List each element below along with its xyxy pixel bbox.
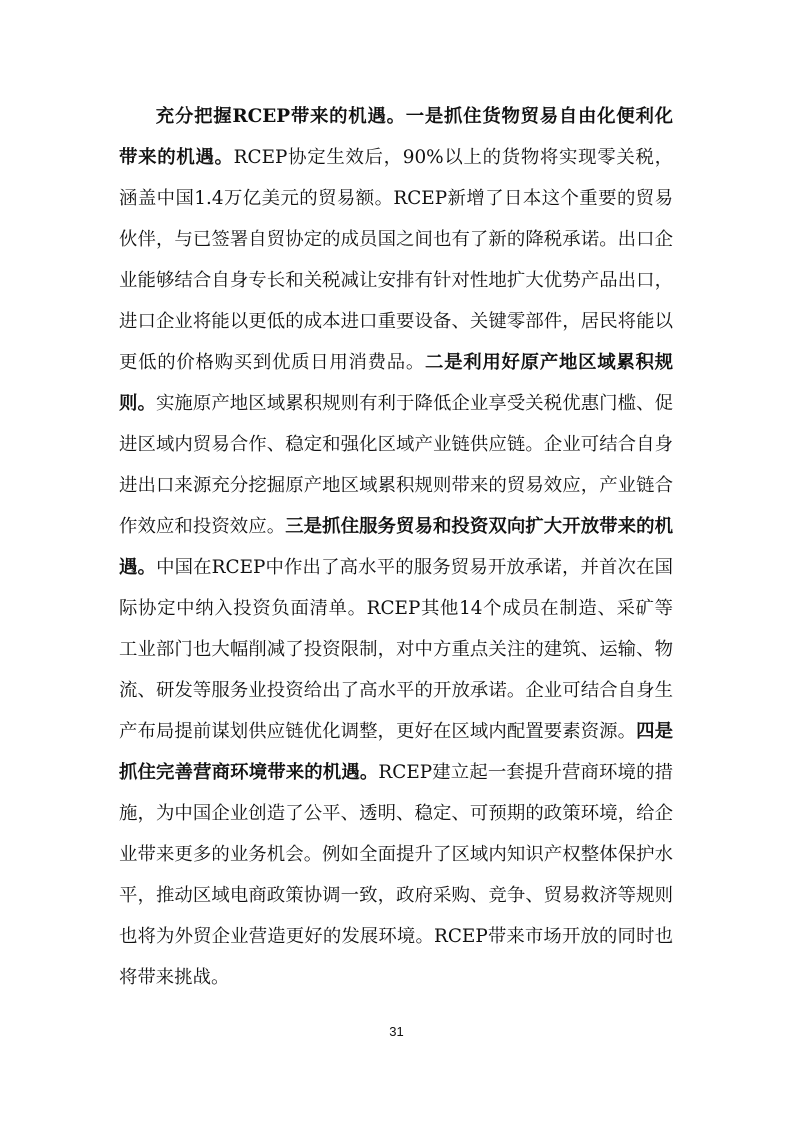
point-two-text: 实施原产地区域累积规则有利于降低企业享受关税优惠门槛、促进区域内贸易合作、稳定和强化区域产业链供应链。企业可结合自身进出口来源充分挖掘原产地区域累积规则带来的贸易效应，产业链合作效应和投资效应。: [119, 393, 673, 537]
point-one-text: RCEP协定生效后，90%以上的货物将实现零关税，涵盖中国1.4万亿美元的贸易额。RCEP新增了日本这个重要的贸易伙伴，与已签署自贸协定的成员国之间也有了新的降税承诺。出口企业能够结合自身专长和关税减让安排有针对性地扩大优势产品出口，进口企业将能以更低的成本进口重要设备、关键零部件，居民将能以更低的价格购买到优质日用消费品。: [119, 147, 673, 373]
heading-phrase: 充分把握RCEP带来的机遇。: [155, 106, 406, 127]
page-number: 31: [389, 1024, 404, 1039]
paragraph: [119, 96, 673, 998]
point-four-text: RCEP建立起一套提升营商环境的措施，为中国企业创造了公平、透明、稳定、可预期的政策环境，给企业带来更多的业务机会。例如全面提升了区域内知识产权整体保护水平，推动区域电商政策协调一致，政府采购、竞争、贸易救济等规则也将为外贸企业营造更好的发展环境。RCEP带来市场开放的同时也将带来挑战。: [119, 762, 673, 988]
point-three-heading: 三是抓住服务贸易和投资双向扩大开放带来的机遇。: [119, 516, 673, 578]
point-four-heading: 四是抓住完善营商环境带来的机遇。: [119, 721, 673, 783]
point-two-heading: 二是利用好原产地区域累积规则。: [119, 352, 673, 414]
point-one-heading: 一是抓住货物贸易自由化便利化带来的机遇。: [119, 106, 673, 168]
body-text: [119, 96, 673, 998]
point-three-text: 中国在RCEP中作出了高水平的服务贸易开放承诺，并首次在国际协定中纳入投资负面清单。RCEP其他14个成员在制造、采矿等工业部门也大幅削减了投资限制，对中方重点关注的建筑、运输、物流、研发等服务业投资给出了高水平的开放承诺。企业可结合自身生产布局提前谋划供应链优化调整，更好在区域内配置要素资源。: [119, 557, 673, 742]
